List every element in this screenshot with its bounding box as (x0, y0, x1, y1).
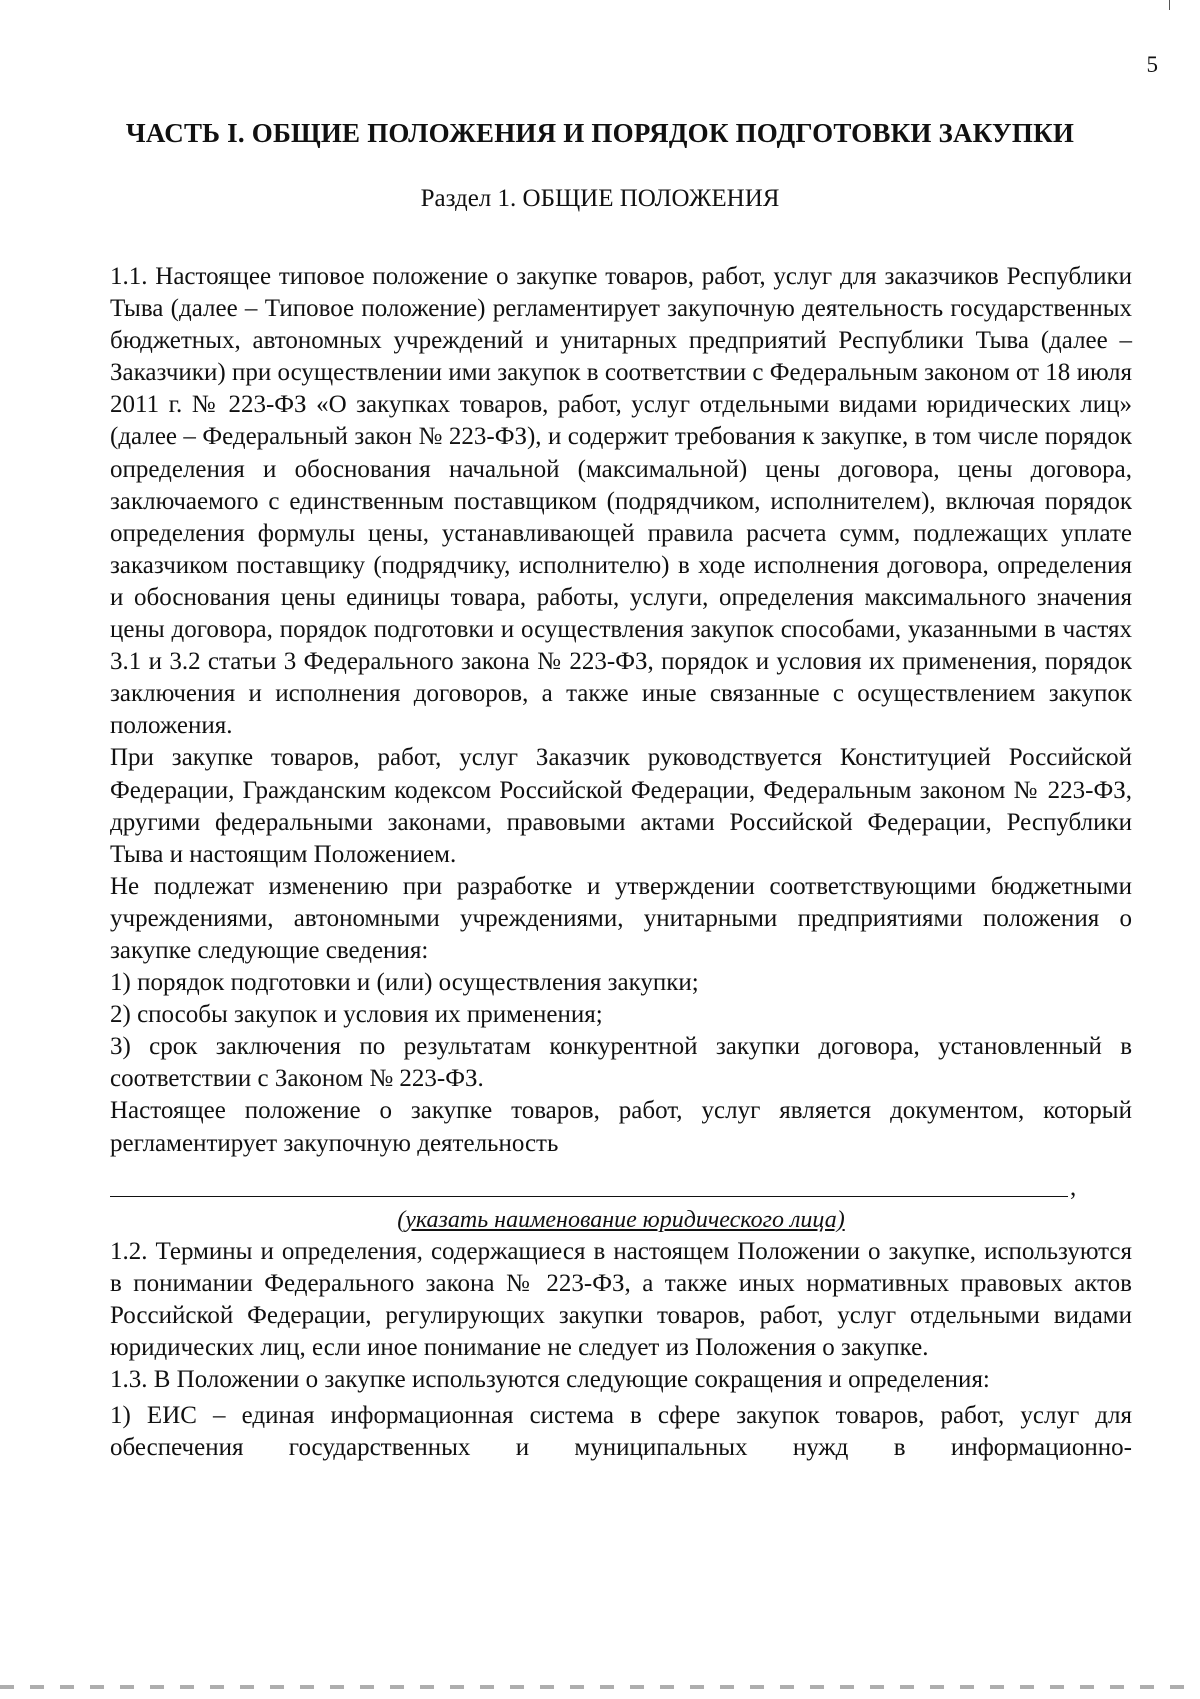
list-item-1: 1) порядок подготовки и (или) осуществления закупки; (110, 969, 699, 997)
part-title: ЧАСТЬ I. ОБЩИЕ ПОЛОЖЕНИЯ И ПОРЯДОК ПОДГОТОВКИ ЗАКУПКИ (125, 118, 1075, 148)
scan-bottom-artifact (0, 1685, 1200, 1689)
section-title: Раздел 1. ОБЩИЕ ПОЛОЖЕНИЯ (420, 185, 780, 212)
paragraph-1-1: 1.1. Настоящее типовое положение о закупке товаров, работ, услуг для заказчиков Республики Тыва (далее – Типовое положение) регламентирует закупочную деятельность государственных бюджетных, автономных учреждений и унитарных предприятий Республики Тыва (далее – Заказчики) при осуществлении ими закупок в соответствии с Федеральным законом от 18 июля 2011 г. № 223-ФЗ «О закупках товаров, работ, услуг отдельными видами юридических лиц» (далее – Федеральный закон № 223-ФЗ), и содержит требования к закупке, в том числе порядок определения и обоснования начальной (максимальной) цены договора, цены договора, заключаемого с единственным поставщиком (подрядчиком, исполнителем), включая порядок определения формулы цены, устанавливающей правила расчета сумм, подлежащих уплате заказчиком поставщику (подрядчику, исполнителю) в ходе исполнения договора, определения и обоснования цены единицы товара, работы, услуги, определения максимального значения цены договора, порядок подготовки и осуществления закупок способами, указанными в частях 3.1 и 3.2 статьи 3 Федерального закона № 223-ФЗ, порядок и условия их применения, порядок заключения и исполнения договоров, а также иные связанные с осуществлением закупок положения. (110, 263, 1132, 740)
definition-item-1: 1) ЕИС – единая информационная система в сфере закупок товаров, работ, услуг для обеспечения государственных и муниципальных нужд в информационно- (110, 1402, 1132, 1462)
entity-name-blank (110, 1173, 1080, 1201)
blank-underline (110, 1196, 1068, 1197)
page-number: 5 (1146, 52, 1158, 77)
list-item-3: 3) срок заключения по результатам конкурентной закупки договора, установленный в соответствии с Законом № 223-ФЗ. (110, 1033, 1132, 1093)
list-item-2: 2) способы закупок и условия их применения; (110, 1001, 603, 1029)
blank-comma: , (1070, 1173, 1077, 1201)
scan-mark (1169, 0, 1170, 10)
paragraph-document-statement: Настоящее положение о закупке товаров, работ, услуг является документом, который регламентирует закупочную деятельность (110, 1097, 1132, 1157)
document-body (110, 261, 1132, 1464)
entity-name-caption: (указать наименование юридического лица) (397, 1206, 845, 1233)
paragraph-legal-basis: При закупке товаров, работ, услуг Заказчик руководствуется Конституцией Российской Федерации, Гражданским кодексом Российской Федерации, Федеральным законом № 223-ФЗ, другими федеральными законами, правовыми актами Российской Федерации, Республики Тыва и настоящим Положением. (110, 744, 1132, 868)
paragraph-unchangeable: Не подлежат изменению при разработке и утверждении соответствующими бюджетными учреждениями, автономными учреждениями, унитарными предприятиями положения о закупке следующие сведения: (110, 872, 1132, 964)
paragraph-1-2: 1.2. Термины и определения, содержащиеся в настоящем Положении о закупке, используются в понимании Федерального закона № 223-ФЗ, а также иных нормативных правовых актов Российской Федерации, регулирующих закупки товаров, работ, услуг отдельными видами юридических лиц, если иное понимание не следует из Положения о закупке. (110, 1237, 1132, 1361)
paragraph-1-3: 1.3. В Положении о закупке используются следующие сокращения и определения: (110, 1366, 990, 1394)
